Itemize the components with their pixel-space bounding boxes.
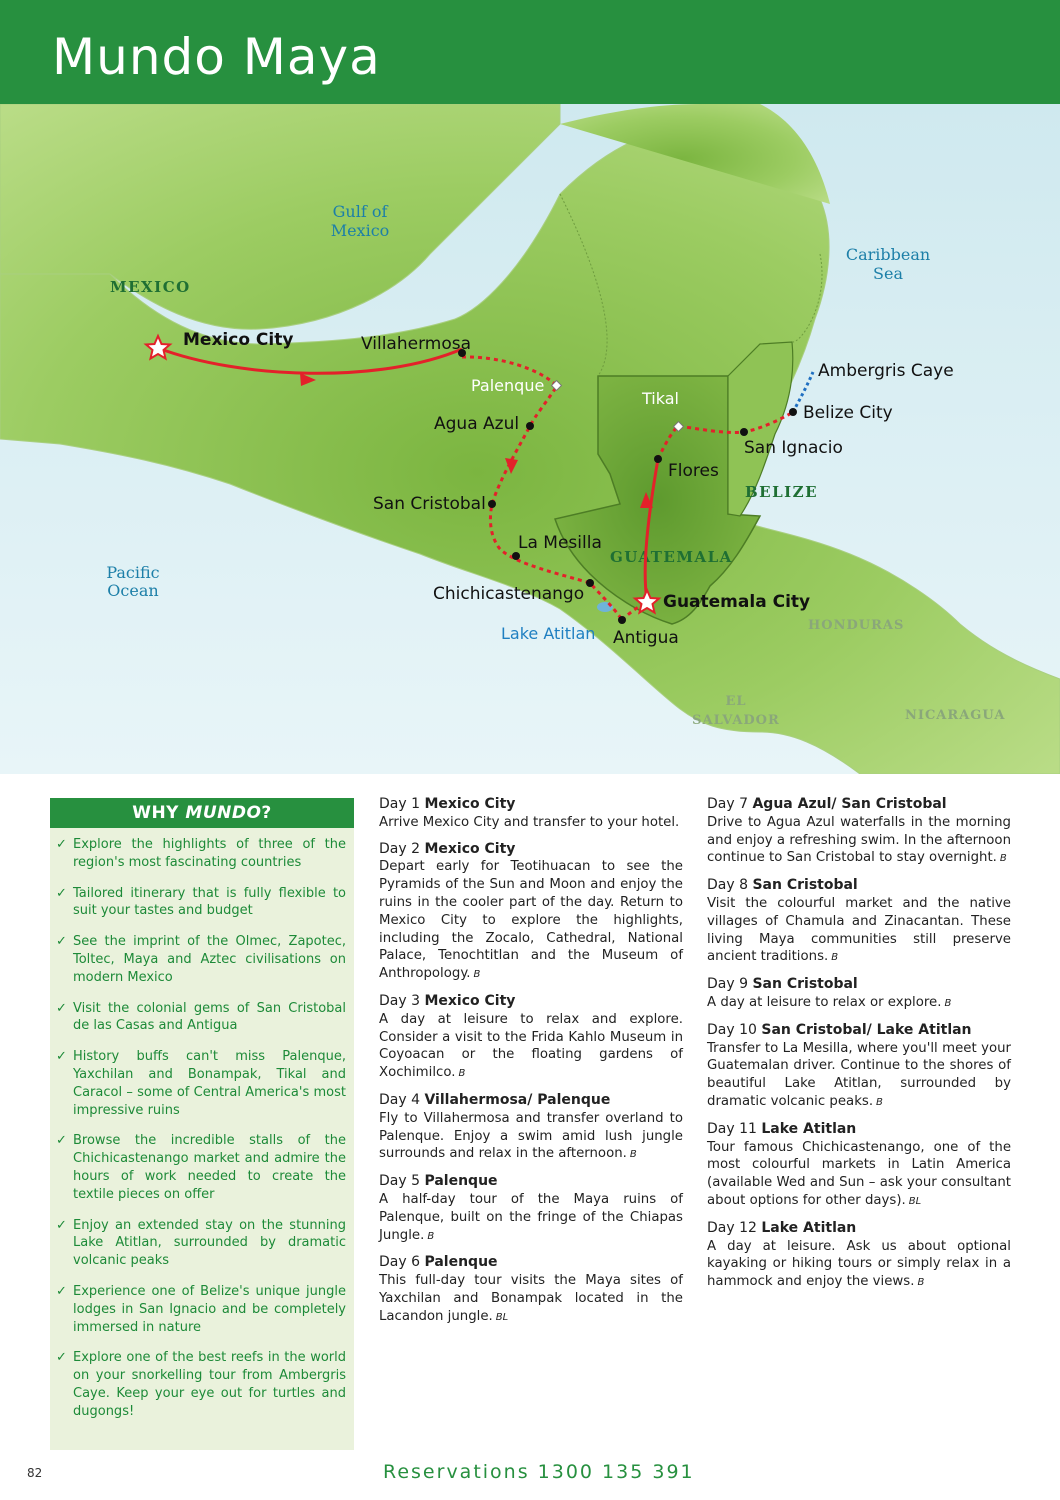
sea-label-pacific-1: Pacific xyxy=(106,563,160,582)
day-text: Drive to Agua Azul waterfalls in the morning and enjoy a refreshing swim. In the afternoon continue to San Cristobal to stay overnight. xyxy=(707,814,1011,866)
day-place: Lake Atitlan xyxy=(761,1120,857,1137)
list-item-text: Tailored itinerary that is fully flexible to suit your tastes and budget xyxy=(73,885,346,919)
day-text: Transfer to La Mesilla, where you'll meet your Guatemalan driver. Continue to the shores of beautiful Lake Atitlan, surrounded by dramatic volcanic peaks. xyxy=(707,1040,1011,1109)
dot-belize-city xyxy=(789,408,797,416)
itinerary-day xyxy=(707,877,1011,967)
itinerary-day xyxy=(707,796,1011,868)
meal-code: BL xyxy=(495,1311,509,1323)
sea-label-gulf-1: Gulf of xyxy=(332,202,388,221)
day-number: Day 1 xyxy=(379,796,421,812)
country-label-el: EL xyxy=(725,694,747,709)
day-text: A day at leisure to relax or explore. xyxy=(707,994,942,1010)
dot-san-cristobal xyxy=(488,500,496,508)
meal-code: B xyxy=(458,1068,466,1080)
list-item xyxy=(56,836,346,872)
itinerary-day xyxy=(379,1092,683,1164)
day-heading xyxy=(379,1092,683,1110)
list-item xyxy=(56,933,346,986)
day-heading xyxy=(379,993,683,1011)
place-label-flores: Flores xyxy=(668,461,719,481)
check-icon: ✓ xyxy=(56,934,67,950)
place-label-palenque: Palenque xyxy=(471,376,545,395)
sea-label-caribbean-2: Sea xyxy=(873,264,903,283)
list-item-text: Experience one of Belize's unique jungle lodges in San Ignacio and be completely immersed in nature xyxy=(73,1283,346,1335)
meal-code: B xyxy=(473,969,481,981)
day-number: Day 3 xyxy=(379,992,421,1009)
country-label-nicaragua: NICARAGUA xyxy=(905,708,1006,723)
day-heading xyxy=(379,1254,683,1272)
day-text: This full-day tour visits the Maya sites of Yaxchilan and Bonampak located in the Lacandon jungle. xyxy=(379,1273,683,1324)
place-label-guatemala-city: Guatemala City xyxy=(663,592,811,612)
list-item xyxy=(56,1132,346,1203)
why-title-prefix: WHY xyxy=(132,803,186,823)
route-map xyxy=(0,104,1060,774)
check-icon: ✓ xyxy=(56,1217,67,1233)
itinerary-day xyxy=(707,1220,1011,1292)
day-place: Mexico City xyxy=(424,992,516,1009)
itinerary-day xyxy=(707,1121,1011,1211)
day-heading xyxy=(707,796,1011,814)
place-label-lake-atitlan: Lake Atitlan xyxy=(501,624,596,643)
list-item xyxy=(56,1000,346,1036)
sea-label-caribbean-1: Caribbean xyxy=(845,245,931,264)
meal-code: B xyxy=(999,853,1007,865)
list-item-text: See the imprint of the Olmec, Zapotec, Toltec, Maya and Aztec civilisations on modern Mexico xyxy=(73,934,346,985)
day-text: Arrive Mexico City and transfer to your hotel. xyxy=(379,814,680,830)
day-place: Palenque xyxy=(424,1254,498,1271)
list-item-text: Explore the highlights of three of the region's most fascinating countries xyxy=(73,837,346,870)
why-title-emphasis: MUNDO xyxy=(185,803,262,823)
meal-code: B xyxy=(917,1277,925,1289)
day-place: Agua Azul/ San Cristobal xyxy=(752,796,947,812)
dot-agua-azul xyxy=(526,422,534,430)
dot-antigua xyxy=(618,616,626,624)
day-heading xyxy=(707,1220,1011,1238)
day-text: Visit the colourful market and the native villages of Chamula and Zinacantan. These living Maya communities still preserve ancient traditions. xyxy=(707,895,1011,965)
day-heading xyxy=(707,1121,1011,1139)
sea-label-pacific-2: Ocean xyxy=(107,581,159,600)
list-item xyxy=(56,1349,346,1420)
place-label-agua-azul: Agua Azul xyxy=(434,414,520,434)
country-label-salvador: SALVADOR xyxy=(692,713,780,728)
why-mundo-box xyxy=(50,798,354,1450)
meal-code: B xyxy=(876,1096,883,1108)
place-label-la-mesilla: La Mesilla xyxy=(518,533,602,553)
place-label-mexico-city: Mexico City xyxy=(183,330,294,350)
day-number: Day 6 xyxy=(379,1254,421,1271)
day-place: San Cristobal xyxy=(752,877,858,894)
place-label-tikal: Tikal xyxy=(642,389,679,408)
dot-la-mesilla xyxy=(512,552,520,560)
day-number: Day 4 xyxy=(379,1091,421,1108)
country-label-guatemala: GUATEMALA xyxy=(610,548,733,566)
meal-code: B xyxy=(831,952,839,964)
itinerary-column-2 xyxy=(707,796,1011,1301)
day-place: Mexico City xyxy=(424,840,516,857)
day-text: Fly to Villahermosa and transfer overland to Palenque. Enjoy a swim amid lush jungle surrounds and relax in the afternoon. xyxy=(379,1110,683,1162)
day-number: Day 9 xyxy=(707,976,749,993)
day-place: San Cristobal xyxy=(752,976,858,993)
day-text: A day at leisure to relax and explore. Consider a visit to the Frida Kahlo Museum in Coyoacan or the floating gardens of Xochimilco. xyxy=(379,1011,683,1081)
reservations-phone: Reservations 1300 135 391 xyxy=(383,1461,695,1483)
day-heading xyxy=(707,1022,1011,1040)
itinerary-day xyxy=(379,1254,683,1326)
day-heading xyxy=(707,877,1011,895)
place-label-chichicastenango: Chichicastenango xyxy=(433,584,585,604)
list-item xyxy=(56,1217,346,1270)
list-item xyxy=(56,1283,346,1336)
day-number: Day 2 xyxy=(379,840,421,857)
day-place: Palenque xyxy=(424,1173,498,1190)
day-text: Depart early for Teotihuacan to see the Pyramids of the Sun and Moon and enjoy the ruins in the cooler part of the day. Return to Mexico City to explore the highlights, including the Zocalo, Cathedral, National Palace, Tenochtitlan and the Museum of Anthropology. xyxy=(379,859,683,982)
meal-code: B xyxy=(427,1230,435,1242)
day-place: Villahermosa/ Palenque xyxy=(424,1091,611,1108)
dot-chichicastenango xyxy=(586,579,594,587)
day-text: A day at leisure. Ask us about optional kayaking or hiking tours or simply relax in a hammock and enjoy the views. xyxy=(707,1238,1011,1290)
list-item xyxy=(56,885,346,921)
sea-label-gulf-2: Mexico xyxy=(330,221,390,240)
day-text: A half-day tour of the Maya ruins of Palenque, built on the fringe of the Chiapas Jungle. xyxy=(379,1191,683,1243)
day-heading xyxy=(707,976,1011,994)
why-title-suffix: ? xyxy=(261,803,272,823)
day-heading xyxy=(379,796,683,814)
day-heading xyxy=(379,841,683,859)
country-label-honduras: HONDURAS xyxy=(808,618,905,633)
day-number: Day 5 xyxy=(379,1173,421,1190)
check-icon: ✓ xyxy=(56,1350,67,1366)
page-header xyxy=(0,0,1060,104)
itinerary-column-1 xyxy=(379,796,683,1336)
check-icon: ✓ xyxy=(56,837,67,852)
check-icon: ✓ xyxy=(56,1133,67,1149)
day-number: Day 12 xyxy=(707,1219,757,1236)
meal-code: B xyxy=(944,997,952,1009)
itinerary-day xyxy=(379,841,683,984)
place-label-san-cristobal: San Cristobal xyxy=(373,494,486,514)
itinerary-day xyxy=(379,1173,683,1245)
list-item-text: Visit the colonial gems of San Cristobal de las Casas and Antigua xyxy=(73,1000,346,1034)
country-label-mexico: MEXICO xyxy=(110,278,191,296)
why-mundo-title xyxy=(50,798,354,828)
place-label-antigua: Antigua xyxy=(613,628,679,648)
list-item-text: Enjoy an extended stay on the stunning Lake Atitlan, surrounded by dramatic volcanic peaks xyxy=(73,1217,346,1269)
check-icon: ✓ xyxy=(56,1283,67,1299)
why-mundo-list xyxy=(50,828,354,1421)
day-place: San Cristobal/ Lake Atitlan xyxy=(761,1021,972,1038)
itinerary-day xyxy=(707,976,1011,1013)
itinerary-day xyxy=(379,796,683,832)
day-heading xyxy=(379,1173,683,1191)
list-item-text: Browse the incredible stalls of the Chichicastenango market and admire the hours of work needed to create the textile pieces on offer xyxy=(73,1133,346,1202)
place-label-belize-city: Belize City xyxy=(803,403,893,423)
day-number: Day 8 xyxy=(707,877,749,894)
dot-flores xyxy=(654,455,662,463)
itinerary-day xyxy=(707,1022,1011,1112)
day-number: Day 10 xyxy=(707,1021,757,1038)
page-number: 82 xyxy=(27,1466,43,1480)
meal-code: B xyxy=(629,1149,637,1161)
place-label-villahermosa: Villahermosa xyxy=(361,334,472,354)
day-place: Lake Atitlan xyxy=(761,1219,857,1236)
check-icon: ✓ xyxy=(56,885,67,901)
check-icon: ✓ xyxy=(56,1000,67,1016)
check-icon: ✓ xyxy=(56,1049,67,1065)
list-item-text: Explore one of the best reefs in the world on your snorkelling tour from Ambergris Caye. Keep your eye out for turtles and dugongs! xyxy=(73,1350,346,1419)
day-text: Tour famous Chichicastenango, one of the most colourful markets in Latin America (available Wed and Sun – ask your consultant about options for other days). xyxy=(707,1139,1011,1208)
day-number: Day 7 xyxy=(707,796,749,812)
dot-san-ignacio xyxy=(740,428,748,436)
meal-code: BL xyxy=(908,1195,922,1207)
place-label-san-ignacio: San Ignacio xyxy=(744,438,843,458)
page-title: Mundo Maya xyxy=(52,28,381,86)
place-label-ambergris-caye: Ambergris Caye xyxy=(818,361,954,381)
list-item xyxy=(56,1048,346,1119)
day-place: Mexico City xyxy=(424,796,516,812)
list-item-text: History buffs can't miss Palenque, Yaxchilan and Bonampak, Tikal and Caracol – some of Central America's most impressive ruins xyxy=(73,1049,346,1118)
itinerary-day xyxy=(379,993,683,1083)
day-number: Day 11 xyxy=(707,1120,757,1137)
country-label-belize: BELIZE xyxy=(745,483,819,501)
